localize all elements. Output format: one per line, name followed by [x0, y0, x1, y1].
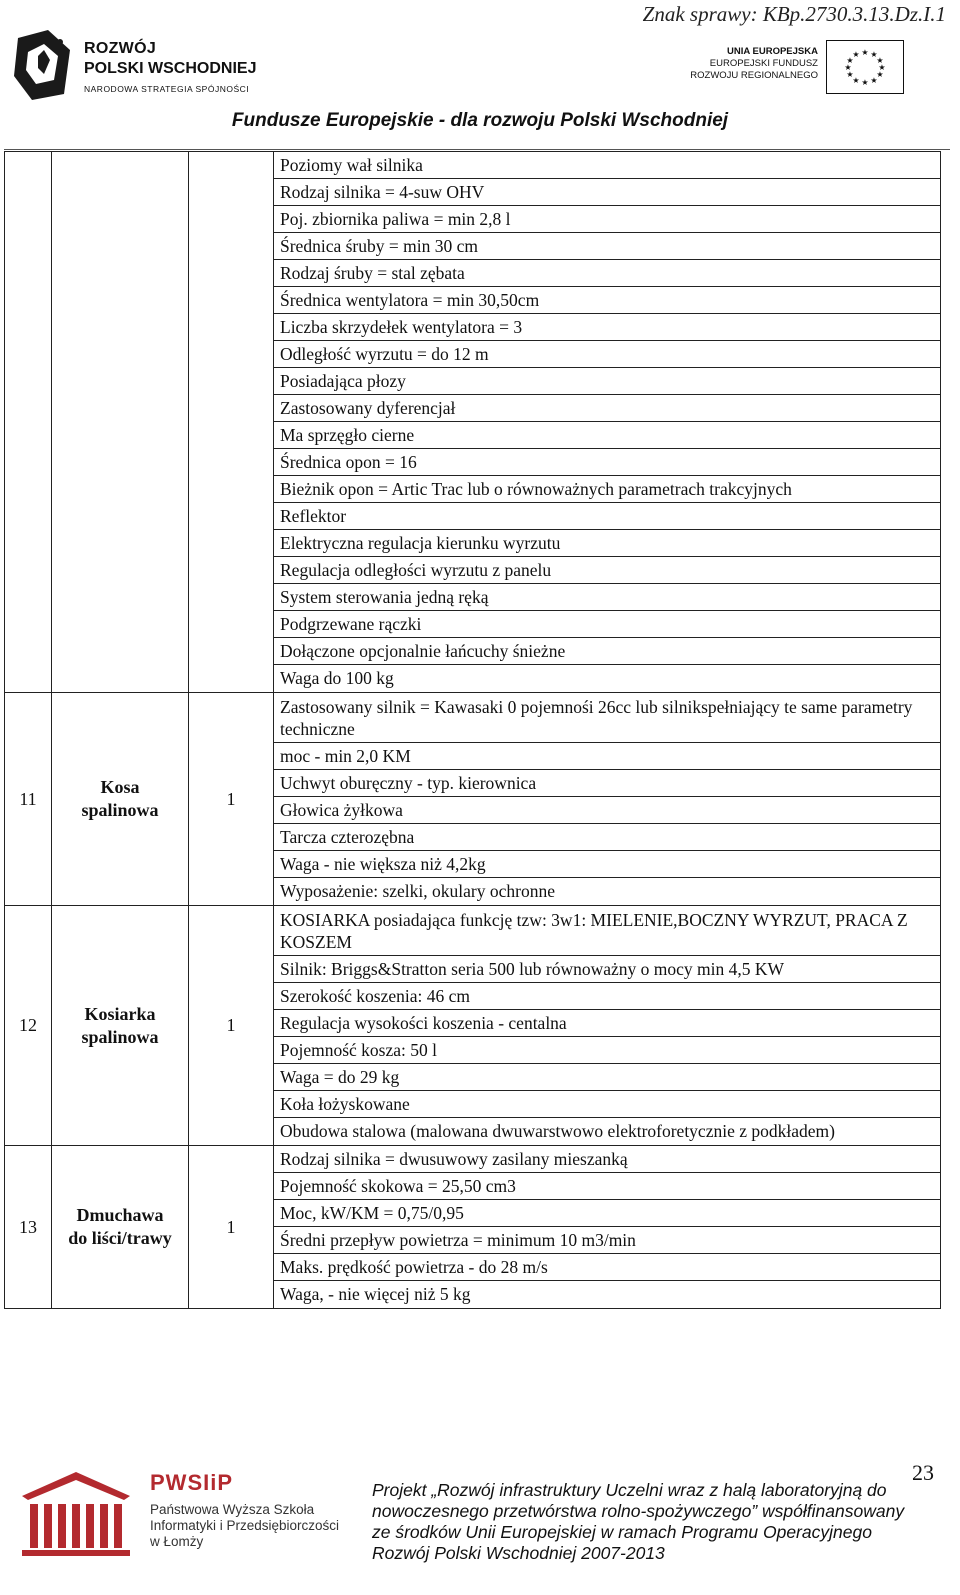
spec-line: Podgrzewane rączki [274, 611, 940, 638]
spec-line: Szerokość koszenia: 46 cm [274, 983, 940, 1010]
spec-line: Rodzaj silnika = dwusuwowy zasilany mieszanką [274, 1146, 940, 1173]
item-quantity: 1 [189, 906, 274, 1146]
eu-logo-line3: ROZWOJU REGIONALNEGO [690, 70, 818, 81]
spec-line: Średni przepływ powietrza = minimum 10 m3/min [274, 1227, 940, 1254]
footer-logo-line1: Państwowa Wyższa Szkoła [150, 1502, 315, 1517]
spec-line: Bieżnik opon = Artic Trac lub o równoważnych parametrach trakcyjnych [274, 476, 940, 503]
eu-logo-line2: EUROPEJSKI FUNDUSZ [709, 58, 818, 69]
spec-line: Maks. prędkość powietrza - do 28 m/s [274, 1254, 940, 1281]
spec-line: System sterowania jedną ręką [274, 584, 940, 611]
svg-text:★: ★ [846, 56, 854, 65]
svg-text:★: ★ [861, 48, 869, 57]
spec-line: Średnica śruby = min 30 cm [274, 233, 940, 260]
table-row-continuation [5, 152, 941, 693]
project-text-line4: Rozwój Polski Wschodniej 2007-2013 [372, 1543, 665, 1563]
item-name-line2: do liści/trawy [68, 1228, 172, 1248]
item-number: 12 [5, 906, 52, 1146]
logo-title-line1: ROZWÓJ [84, 40, 157, 57]
item-number: 13 [5, 1146, 52, 1309]
spec-line: Moc, kW/KM = 0,75/0,95 [274, 1200, 940, 1227]
logo-title-line2: POLSKI WSCHODNIEJ [84, 60, 257, 77]
svg-text:★: ★ [844, 63, 852, 72]
item-quantity: 1 [189, 693, 274, 906]
spec-list-item-13 [274, 1146, 941, 1309]
spec-line: Obudowa stalowa (malowana dwuwarstwowo elektroforetycznie z podkładem) [280, 1121, 835, 1141]
pwsiip-logo [16, 1462, 356, 1562]
spec-line: Waga, - nie więcej niż 5 kg [280, 1284, 471, 1304]
svg-text:★: ★ [846, 70, 854, 79]
table-row-item-11 [5, 693, 941, 906]
svg-text:★: ★ [852, 76, 860, 85]
item-name-line1: Dmuchawa [76, 1205, 164, 1225]
university-building-icon [16, 1466, 136, 1560]
footer-logo-line2: Informatyki i Przedsiębiorczości [150, 1518, 340, 1533]
spec-line: Regulacja wysokości koszenia - centalna [274, 1010, 940, 1037]
spec-line: moc - min 2,0 KM [274, 743, 940, 770]
footer-logo-title: PWSIiP [150, 1470, 234, 1495]
item-name [52, 1146, 189, 1309]
spec-line: Regulacja odległości wyrzutu z panelu [274, 557, 940, 584]
item-name-line2: spalinowa [81, 1026, 159, 1047]
svg-text:★: ★ [870, 76, 878, 85]
spec-line: Uchwyt oburęczny - typ. kierownica [274, 770, 940, 797]
table-row-item-12 [5, 906, 941, 1146]
item-number: 11 [5, 693, 52, 906]
spec-line: Waga - nie większa niż 4,2kg [274, 851, 940, 878]
spec-line: Dołączone opcjonalnie łańcuchy śnieżne [274, 638, 940, 665]
spec-line: Poziomy wał silnika [274, 152, 940, 179]
spec-line: Zastosowany silnik = Kawasaki 0 pojemnośi 26cc lub silnikspełniający te same parametry techniczne [274, 693, 940, 743]
spec-line: Pojemność skokowa = 25,50 cm3 [274, 1173, 940, 1200]
item-name [52, 906, 189, 1146]
item-name-cell [52, 152, 189, 693]
spec-line: Poj. zbiornika paliwa = min 2,8 l [274, 206, 940, 233]
item-name [52, 693, 189, 906]
item-number-cell [5, 152, 52, 693]
spec-line: Ma sprzęgło cierne [274, 422, 940, 449]
table-row-item-13 [5, 1146, 941, 1309]
spec-line: Waga = do 29 kg [274, 1064, 940, 1091]
project-text-line1: Projekt „Rozwój infrastruktury Uczelni wraz z halą laboratoryjną do [372, 1480, 887, 1500]
spec-line: KOSIARKA posiadająca funkcję tzw: 3w1: MIELENIE,BOCZNY WYRZUT, PRACA Z KOSZEM [274, 906, 940, 956]
item-qty-cell [189, 152, 274, 693]
spec-line: Średnica opon = 16 [274, 449, 940, 476]
project-text-line3: ze środków Unii Europejskiej w ramach Programu Operacyjnego [372, 1522, 872, 1542]
spec-line: Elektryczna regulacja kierunku wyrzutu [274, 530, 940, 557]
svg-text:★: ★ [876, 56, 884, 65]
spec-line: Rodzaj silnika = 4-suw OHV [274, 179, 940, 206]
eu-logo-text [690, 46, 818, 82]
case-reference: Znak sprawy: KBp.2730.3.13.Dz.I.1 [642, 2, 946, 26]
svg-text:★: ★ [878, 63, 886, 72]
specification-table [4, 151, 941, 1309]
spec-line: Średnica wentylatora = min 30,50cm [274, 287, 940, 314]
spec-line: Koła łożyskowane [274, 1091, 940, 1118]
project-description [372, 1480, 952, 1564]
footer-logo-line3: w Łomży [150, 1534, 204, 1549]
spec-line: Posiadająca płozy [274, 368, 940, 395]
header-subtitle: Fundusze Europejskie - dla rozwoju Polski Wschodniej [231, 110, 729, 131]
spec-list-item-12 [274, 906, 941, 1146]
project-text-line2: nowoczesnego przetwórstwa rolno-spożywczego” współfinansowany [372, 1501, 905, 1521]
spec-line: Rodzaj śruby = stal zębata [274, 260, 940, 287]
logo-tagline: NARODOWA STRATEGIA SPÓJNOŚCI [84, 84, 250, 94]
eu-logo [690, 40, 930, 96]
svg-text:★: ★ [870, 50, 878, 59]
eu-flag-icon [826, 40, 904, 94]
spec-list-continuation [274, 152, 941, 693]
spec-line: Reflektor [274, 503, 940, 530]
spec-line: Waga do 100 kg [280, 668, 394, 688]
spec-line: Tarcza czterozębna [274, 824, 940, 851]
spec-line: Odległość wyrzutu = do 12 m [274, 341, 940, 368]
item-name-line2: spalinowa [81, 800, 159, 820]
item-name-line1: Kosa [100, 777, 140, 797]
svg-text:★: ★ [852, 50, 860, 59]
eu-logo-line1: UNIA EUROPEJSKA [727, 46, 818, 57]
spec-line: Liczba skrzydełek wentylatora = 3 [274, 314, 940, 341]
page-number: 23 [912, 1460, 934, 1485]
svg-text:★: ★ [861, 78, 869, 87]
spec-line: Silnik: Briggs&Stratton seria 500 lub równoważny o mocy min 4,5 KW [274, 956, 940, 983]
spec-line: Pojemność kosza: 50 l [274, 1037, 940, 1064]
footer-logo-name [150, 1502, 360, 1550]
star-figure-icon [14, 30, 74, 100]
item-name-line1: Kosiarka [84, 1003, 156, 1024]
item-quantity: 1 [189, 1146, 274, 1309]
spec-list-item-11 [274, 693, 941, 906]
header-divider [4, 149, 950, 150]
spec-line: Zastosowany dyferencjał [274, 395, 940, 422]
spec-line: Głowica żyłkowa [274, 797, 940, 824]
spec-line: Wyposażenie: szelki, okulary ochronne [280, 881, 555, 901]
svg-text:★: ★ [876, 70, 884, 79]
rozwoj-polski-wschodniej-logo [14, 24, 284, 104]
